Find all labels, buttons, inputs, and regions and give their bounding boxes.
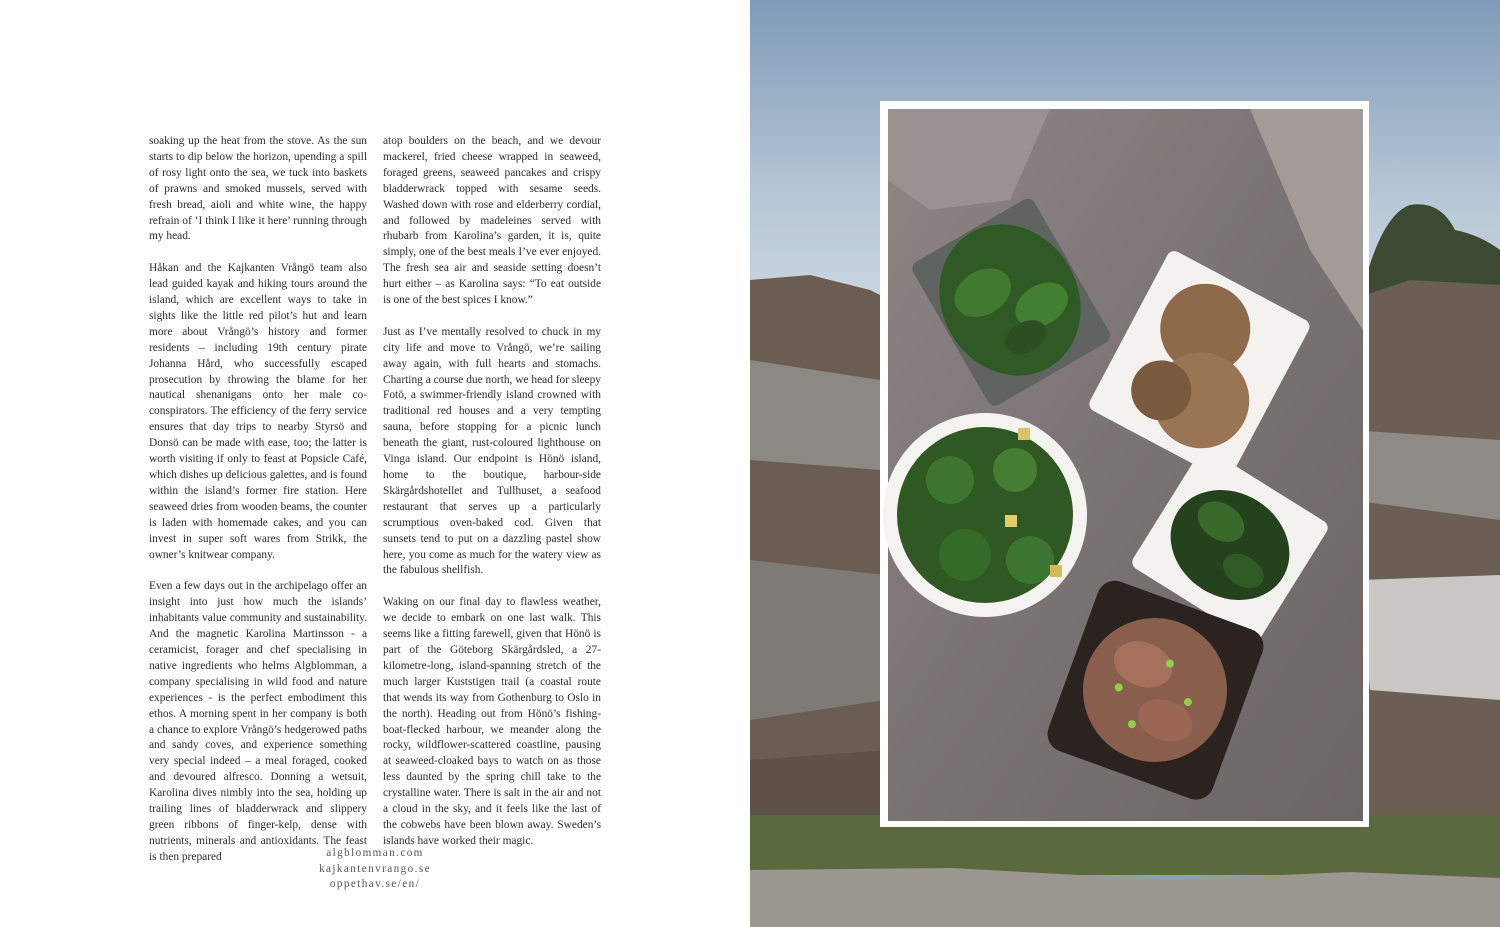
article-column-1	[149, 134, 367, 882]
paragraph: Håkan and the Kajkanten Vrångö team also lead guided kayak and hiking tours around the island, which are excellent ways to take in sights like the little red pilot’s hut and learn more about Vrångö’s history and former residents – including 19th century pirate Johanna Hård, who successfully escaped prosecution by throwing the blame for her nautical shenanigans onto her male co-conspirators. The efficiency of the ferry service ensures that day trips to nearby Styrsö and Donsö can be made with ease, too; the latter is worth visiting if only to feast at Popsicle Café, which dishes up delicious galettes, and is found within the island’s former fire station. Here seaweed dries from wooden beams, the counter is laden with homemade cakes, and you can invest in super soft wares from Strikk, the owner’s knitwear company.	[149, 262, 367, 561]
website-links	[300, 846, 450, 893]
foreground-rock	[750, 868, 1500, 927]
paragraph: Even a few days out in the archipelago offer an insight into just how much the islands’ inhabitants value community and sustainability. And the magnetic Karolina Martinsson - a ceramicist, forager and chef specialising in native ingredients who helms Algblomman, a company specialising in wild food and nature experiences - is the perfect embodiment this ethos. A morning spent in her company is both a chance to explore Vrångö’s hedgerowed paths and sandy coves, and experience something very special indeed – a meal foraged, cooked and devoured alfresco. Donning a wetsuit, Karolina dives nimbly into the sea, holding up trailing lines of bladderwrack and slippery green ribbons of finger-kelp, dense with nutrients, minerals and antioxidants. The feast is then prepared	[149, 580, 367, 863]
paragraph: Just as I’ve mentally resolved to chuck in my city life and move to Vrångö, we’re sailing away again, with full hearts and stomachs. Charting a course due north, we head for sleepy Fotö, a swimmer-friendly island crowned with traditional red houses and a very tempting sauna, before stopping for a picnic lunch beneath the giant, rust-coloured lighthouse on Vinga island. Our endpoint is Hönö island, home to the boutique, harbour-side Skärgårdshotellet and Tullhuset, a seafood restaurant that serves up a particularly scrumptious oven-baked cod. Given that sunsets tend to put on a dazzling pastel show here, you come as much for the watery view as the fabulous shellfish.	[383, 325, 601, 577]
link-oppethav[interactable]: oppethav.se/en/	[329, 878, 421, 891]
link-kajkanten[interactable]: kajkantenvrango.se	[319, 862, 431, 875]
paragraph: atop boulders on the beach, and we devour mackerel, fried cheese wrapped in seaweed, foraged greens, seaweed pancakes and crispy bladderwrack topped with sesame seeds. Washed down with rose and elderberry cordial, and followed by madeleines served with rhubarb from Karolina’s garden, it is, quite simply, one of the best meals I’ve ever enjoyed. The fresh sea air and seaside setting doesn’t hurt either – as Karolina says: “To eat outside is one of the best spices I know.”	[383, 135, 601, 307]
photo-page	[750, 0, 1500, 927]
paragraph: soaking up the heat from the stove. As the sun starts to dip below the horizon, upending a spill of rosy light onto the sea, we tuck into baskets of prawns and smoked mussels, served with fresh bread, aioli and white wine, the happy refrain of ‘I think I like it here’ running through my head.	[149, 135, 367, 243]
coastal-landscape-photo	[750, 0, 1500, 927]
link-algblomman[interactable]: algblomman.com	[326, 847, 424, 859]
article-column-2	[383, 134, 601, 866]
rock-slab	[1360, 575, 1500, 700]
rock-slab	[750, 560, 885, 720]
paragraph: Waking on our final day to flawless weather, we decide to embark on one last walk. This seems like a fitting farewell, given that Hönö is part of the Göteborg Skärgårdsled, a 27-kilometre-long, island-spanning stretch of the much larger Kuststigen trail (a coastal route that wends its way from Gothenburg to Oslo in the north). Heading out from Hönö’s fishing-boat-flecked harbour, we meander along the rocky, wildflower-scattered coastline, pausing at seaweed-cloaked bays to watch on as those less daunted by the spring chill take to the crystalline water. There is salt in the air and not a cloud in the sky, and it feels like the last of the cobwebs have been blown away. Sweden’s islands have worked their magic.	[383, 596, 601, 847]
seaweed-bowl	[883, 413, 1087, 617]
